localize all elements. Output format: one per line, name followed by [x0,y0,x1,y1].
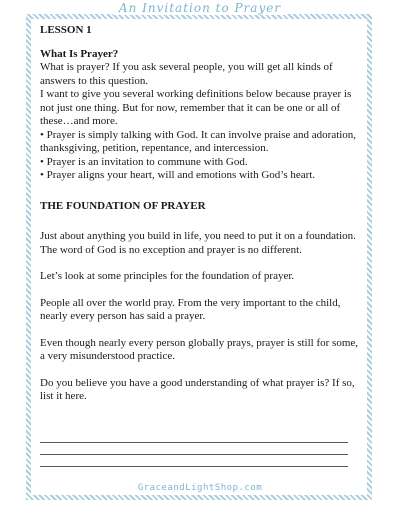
reflection-question: Do you believe you have a good understanding of what prayer is? If so, list it here. [40,376,355,402]
foundation-heading: THE FOUNDATION OF PRAYER [40,199,206,212]
lesson-label: LESSON 1 [40,24,92,36]
answer-line [40,442,348,443]
definition-bullet: • Prayer aligns your heart, will and emotions with God’s heart. [40,169,316,181]
foundation-paragraph: Just about anything you build in life, you need to put it on a foundation. The word of God is no exception and prayer is no different. [40,230,356,256]
definition-bullet: • Prayer is an invitation to commune with God. [40,155,248,168]
foundation-paragraph: Even though nearly every person globally prays, prayer is still for some, a very misunderstood practice. [40,336,359,362]
worksheet-title [0,1,400,15]
answer-lines [40,442,348,478]
definition-bullet: • Prayer is simply talking with God. It can involve praise and adoration, thanksgiving, petition, repentance, and intercession. [40,128,357,154]
footer-website: GraceandLightShop.com [137,483,263,493]
foundation-paragraph: People all over the world pray. From the very important to the child, nearly every person has said a prayer. [40,296,341,322]
what-is-prayer-heading: What Is Prayer? [40,47,119,60]
worksheet-content [40,24,358,404]
what-is-prayer-intro: What is prayer? If you ask several people, you will get all kinds of answers to this question. [40,61,333,87]
answer-line [40,454,348,455]
worksheet-title-text: An Invitation to Prayer [113,1,287,15]
what-is-prayer-body: I want to give you several working definitions below because prayer is not just one thing. But for now, remember that it can be one or all of these…and more. [40,88,352,127]
foundation-paragraph: Let’s look at some principles for the foundation of prayer. [40,270,295,282]
answer-line [40,466,348,467]
